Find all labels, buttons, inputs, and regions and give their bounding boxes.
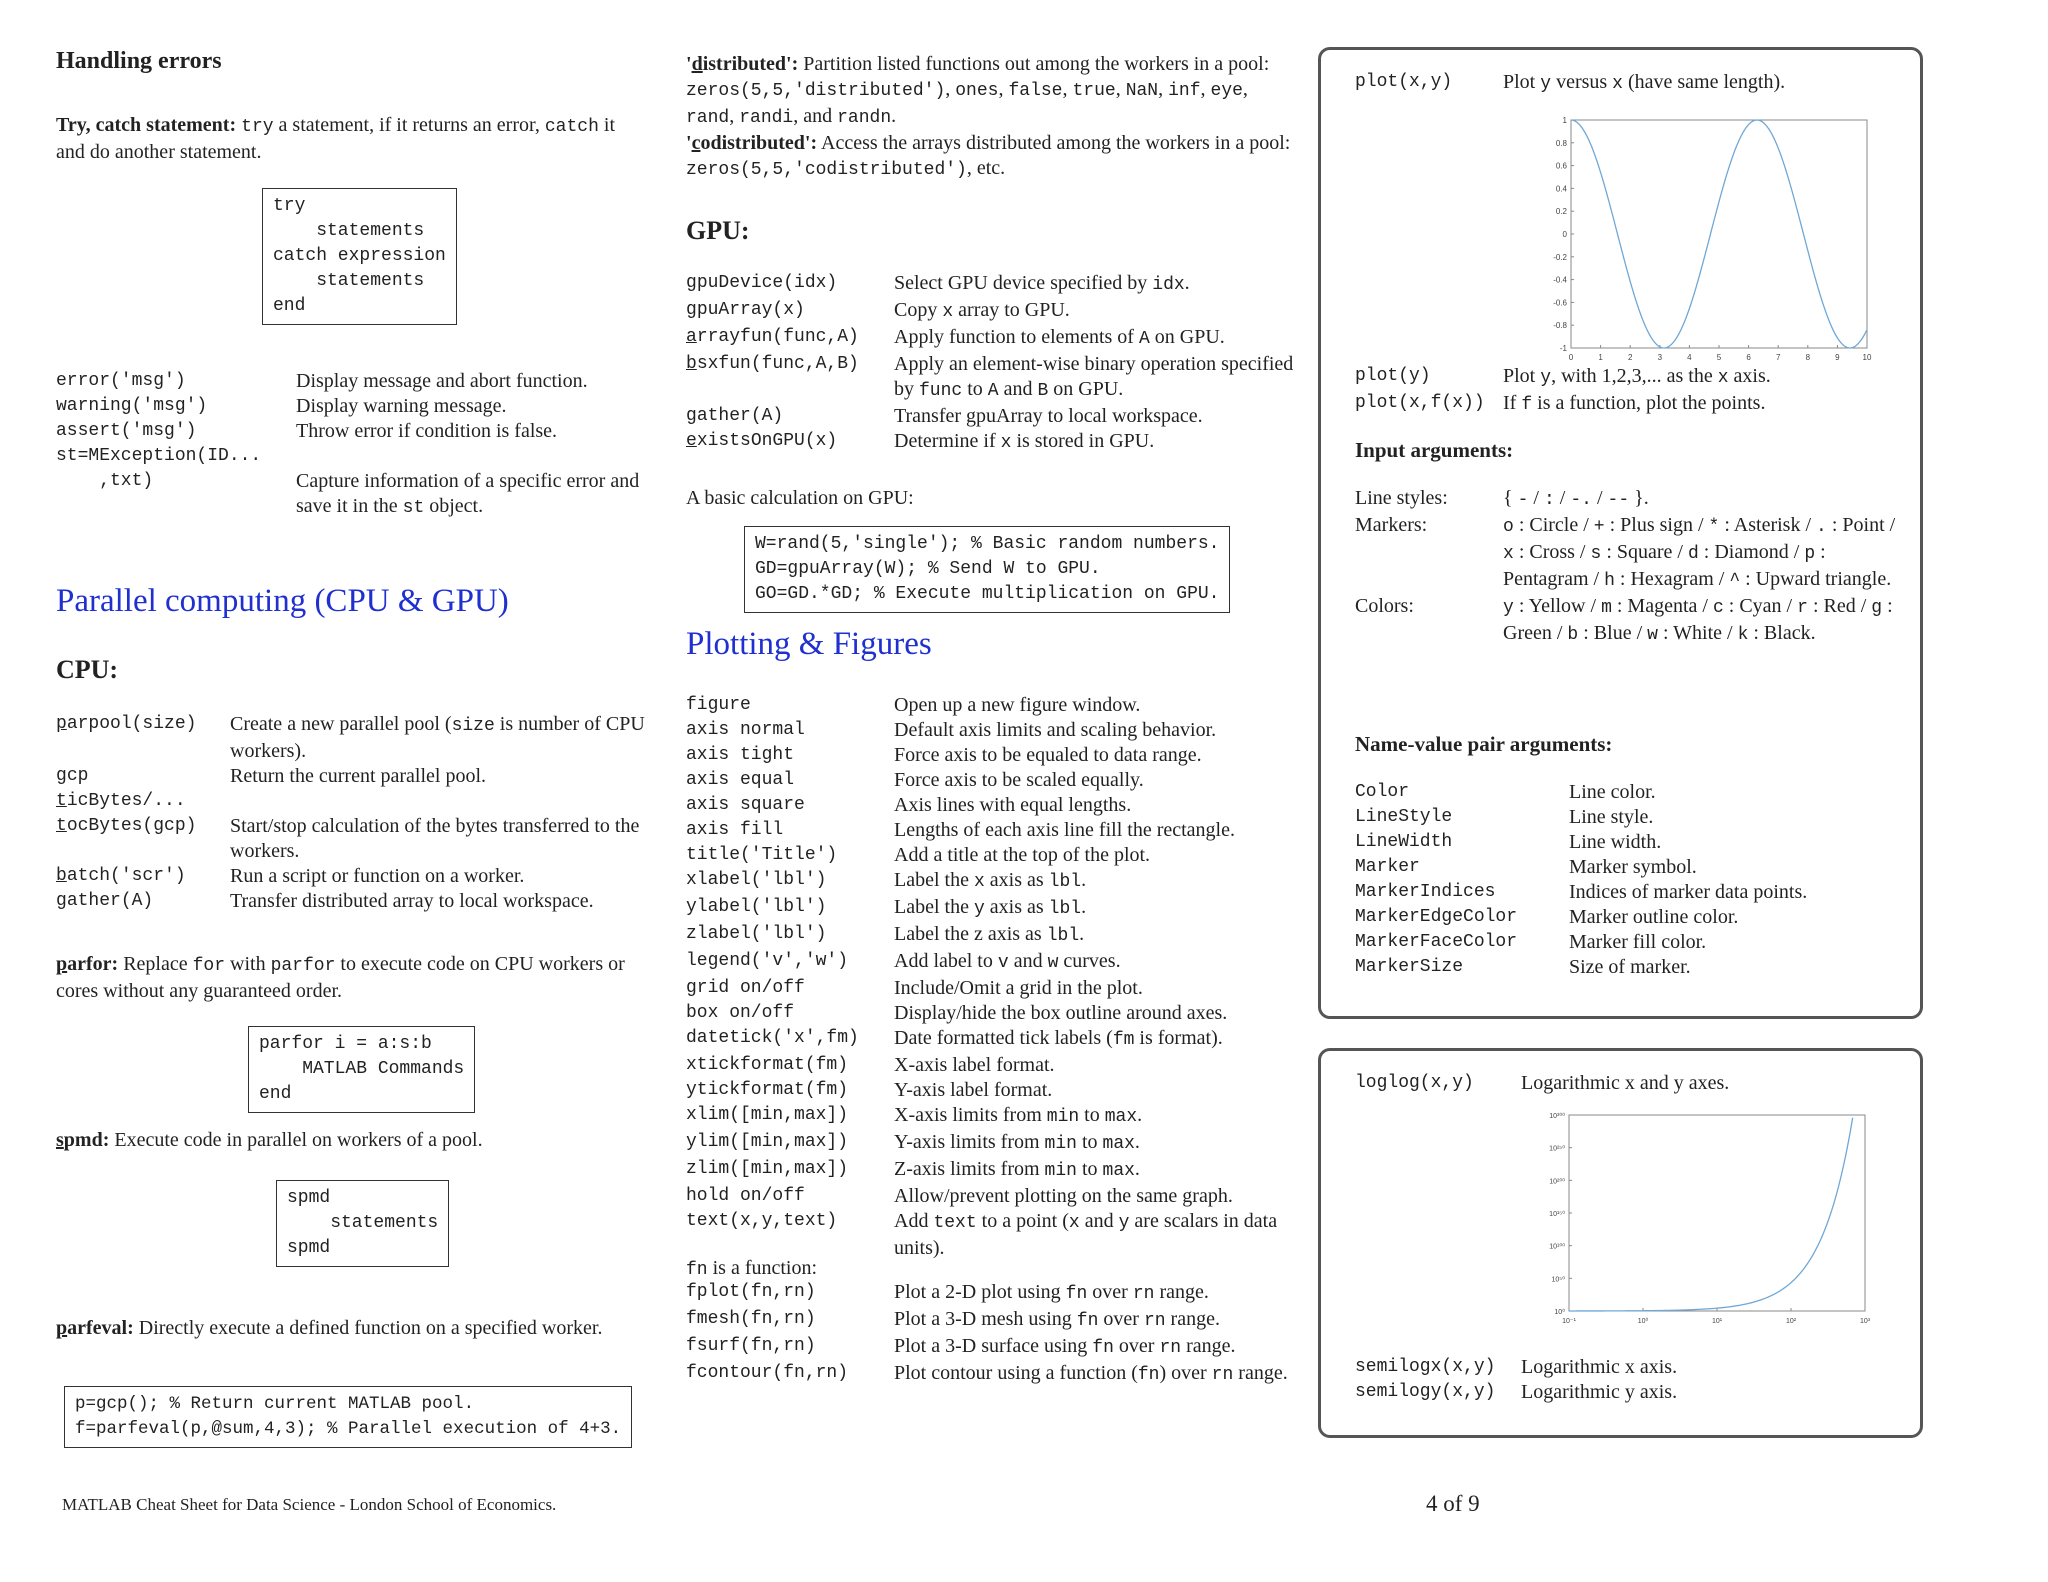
row-value: Add text to a point (x and y are scalars in data units).	[894, 1210, 1278, 1259]
row-value: Force axis to be scaled equally.	[894, 769, 1144, 791]
y-tick-label: -0.6	[1553, 298, 1567, 308]
row-value: Y-axis limits from min to max.	[894, 1131, 1140, 1154]
x-tick-label: 10⁰	[1637, 1318, 1649, 1325]
x-tick-label: 1	[1598, 353, 1603, 362]
table-row	[686, 1184, 1316, 1209]
table-row	[686, 922, 1316, 949]
spmd-code: spmd statements spmd	[276, 1180, 449, 1267]
table-row	[56, 469, 656, 521]
fn-table	[686, 1280, 1316, 1388]
table-row	[1355, 486, 1903, 513]
x-tick-label: 6	[1746, 353, 1751, 362]
row-value: Plot a 3-D surface using fn over rn range.	[894, 1335, 1236, 1358]
table-row	[56, 394, 656, 419]
x-tick-label: 9	[1835, 353, 1840, 362]
table-row	[686, 298, 1316, 325]
row-value: Plot contour using a function (fn) over rn range.	[894, 1362, 1288, 1385]
y-tick-label: 10¹⁰⁰	[1549, 1243, 1565, 1251]
table-row	[686, 895, 1316, 922]
cpu-table	[56, 712, 676, 914]
table-row	[686, 1026, 1316, 1053]
row-key: plot(y)	[1355, 366, 1431, 386]
row-key: xtickformat(fm)	[686, 1055, 849, 1075]
y-tick-label: 10²⁰⁰	[1549, 1178, 1565, 1186]
footer-title: MATLAB Cheat Sheet for Data Science - London School of Economics.	[62, 1495, 557, 1514]
y-tick-label: 1	[1562, 116, 1567, 125]
y-tick-label: 10²⁵⁰	[1549, 1145, 1565, 1153]
row-value: Z-axis limits from min to max.	[894, 1158, 1140, 1181]
y-tick-label: 0.6	[1555, 161, 1567, 171]
heading-input-args: Input arguments:	[1355, 438, 1514, 462]
y-tick-label: 10¹⁵⁰	[1549, 1211, 1565, 1218]
row-key: MarkerIndices	[1355, 882, 1496, 902]
row-key: ,txt)	[56, 471, 154, 491]
row-key: ylabel('lbl')	[686, 897, 827, 917]
table-row	[1355, 955, 1915, 980]
table-row	[686, 693, 1316, 718]
row-value: Logarithmic x axis.	[1521, 1356, 1678, 1378]
table-row	[686, 1053, 1316, 1078]
table-row	[56, 889, 676, 914]
table-row	[686, 271, 1316, 298]
row-key: Color	[1355, 782, 1410, 802]
y-tick-label: 0.2	[1555, 207, 1567, 217]
table-row	[686, 404, 1316, 429]
y-tick-label: -1	[1559, 344, 1567, 353]
row-value: Default axis limits and scaling behavior.	[894, 719, 1217, 741]
y-tick-label: 10⁵⁰	[1551, 1276, 1565, 1284]
row-key: axis tight	[686, 745, 795, 765]
table-row	[1355, 513, 1903, 594]
row-key: ytickformat(fm)	[686, 1080, 849, 1100]
page-number: 4 of 9	[1426, 1491, 1480, 1516]
heading-plotting: Plotting & Figures	[686, 626, 932, 662]
row-key: xlim([min,max])	[686, 1105, 849, 1125]
table-row	[56, 814, 676, 864]
row-value: Label the z axis as lbl.	[894, 923, 1085, 946]
row-value: Include/Omit a grid in the plot.	[894, 977, 1143, 999]
row-value: Allow/prevent plotting on the same graph.	[894, 1185, 1233, 1207]
y-tick-label: -0.4	[1553, 275, 1567, 285]
row-key: existsOnGPU(x)	[686, 431, 838, 451]
table-row	[686, 768, 1316, 793]
row-value: Plot y versus x (have same length).	[1503, 71, 1786, 94]
row-value: Logarithmic y axis.	[1521, 1381, 1678, 1403]
table-row	[686, 949, 1316, 976]
y-tick-label: 0.8	[1555, 138, 1567, 148]
row-value	[296, 444, 656, 469]
row-key: fplot(fn,rn)	[686, 1282, 816, 1302]
row-key: parpool(size)	[56, 714, 197, 734]
heading-name-value: Name-value pair arguments:	[1355, 732, 1613, 756]
row-key: fsurf(fn,rn)	[686, 1336, 816, 1356]
row-value: Line color.	[1569, 781, 1656, 803]
row-key: gather(A)	[56, 891, 154, 911]
heading-gpu: GPU:	[686, 216, 750, 245]
row-value: Axis lines with equal lengths.	[894, 794, 1132, 816]
row-value: Marker symbol.	[1569, 856, 1697, 878]
log-panel	[1318, 1048, 1923, 1438]
x-tick-label: 2	[1627, 353, 1633, 362]
row-key: zlim([min,max])	[686, 1159, 849, 1179]
table-row	[56, 369, 656, 394]
table-row	[1355, 905, 1915, 930]
row-key: axis square	[686, 795, 805, 815]
table-row	[56, 712, 676, 764]
heading-cpu: CPU:	[56, 655, 119, 684]
table-row	[686, 1334, 1316, 1361]
table-row	[686, 793, 1316, 818]
gpu-table	[686, 271, 1316, 456]
row-key: plot(x,y)	[1355, 72, 1453, 92]
row-key: LineWidth	[1355, 832, 1453, 852]
parfeval-desc: parfeval: Directly execute a defined function on a specified worker.	[56, 1317, 603, 1339]
row-value: { - / : / -. / -- }.	[1503, 487, 1649, 510]
parfeval-code: p=gcp(); % Return current MATLAB pool. f=parfeval(p,@sum,4,3); % Parallel execution of 4+3.	[64, 1386, 632, 1448]
heading-parallel: Parallel computing (CPU & GPU)	[56, 583, 509, 619]
table-row	[686, 1307, 1316, 1334]
table-row	[686, 1130, 1316, 1157]
table-row	[1355, 1355, 1915, 1380]
row-key: Colors:	[1355, 595, 1414, 617]
row-key: text(x,y,text)	[686, 1211, 838, 1231]
table-row	[1355, 391, 1915, 418]
row-key: arrayfun(func,A)	[686, 327, 859, 347]
plot-area	[1571, 120, 1867, 348]
row-key: Markers:	[1355, 514, 1428, 536]
parfor-code: parfor i = a:s:b MATLAB Commands end	[248, 1026, 475, 1113]
row-value: Indices of marker data points.	[1569, 881, 1808, 903]
y-tick-label: 0	[1562, 230, 1567, 239]
loglog-row	[1355, 1071, 1915, 1096]
gpu-code: W=rand(5,'single'); % Basic random numbers. GD=gpuArray(W); % Send W to GPU. GO=GD.*GD; % Execute multiplication on GPU.	[744, 526, 1230, 613]
table-row	[1355, 880, 1915, 905]
table-row	[686, 1209, 1316, 1261]
row-key: zlabel('lbl')	[686, 924, 827, 944]
table-row	[56, 419, 656, 444]
row-key: fmesh(fn,rn)	[686, 1309, 816, 1329]
row-value: Select GPU device specified by idx.	[894, 272, 1190, 295]
table-row	[686, 818, 1316, 843]
row-value: Force axis to be equaled to data range.	[894, 744, 1202, 766]
row-key: warning('msg')	[56, 396, 208, 416]
row-value: y : Yellow / m : Magenta / c : Cyan / r : Red / g : Green / b : Blue / w : White / k : Black.	[1503, 595, 1893, 645]
table-row	[686, 352, 1316, 404]
row-key: Marker	[1355, 857, 1420, 877]
row-key: LineStyle	[1355, 807, 1453, 827]
x-tick-label: 10⁻¹	[1562, 1318, 1576, 1325]
x-tick-label: 5	[1716, 353, 1722, 362]
row-value: If f is a function, plot the points.	[1503, 392, 1766, 415]
y-tick-label: 0.4	[1555, 184, 1567, 194]
table-row	[686, 1280, 1316, 1307]
table-row	[56, 789, 676, 814]
row-key: Line styles:	[1355, 487, 1448, 509]
table-row	[686, 868, 1316, 895]
row-value: Date formatted tick labels (fm is format).	[894, 1027, 1223, 1050]
row-value: X-axis limits from min to max.	[894, 1104, 1143, 1127]
table-row	[1355, 1071, 1915, 1096]
row-value: Capture information of a specific error and save it in the st object.	[296, 470, 640, 518]
row-value: Throw error if condition is false.	[296, 420, 558, 442]
row-key: xlabel('lbl')	[686, 870, 827, 890]
parfor-desc: parfor: Replace for with parfor to execute code on CPU workers or cores without any guaranteed order.	[56, 953, 625, 1002]
try-catch-code: try statements catch expression statements end	[262, 188, 457, 325]
row-value: Plot a 3-D mesh using fn over rn range.	[894, 1308, 1220, 1331]
x-tick-label: 4	[1687, 353, 1692, 362]
row-value: Add a title at the top of the plot.	[894, 844, 1151, 866]
table-row	[686, 843, 1316, 868]
basic-calc-label: A basic calculation on GPU:	[686, 487, 914, 509]
plot-table	[686, 693, 1316, 1261]
row-key: axis fill	[686, 820, 784, 840]
x-tick-label: 10	[1862, 353, 1872, 362]
row-key: ticBytes/...	[56, 791, 186, 811]
row-key: hold on/off	[686, 1186, 805, 1206]
table-row	[1355, 855, 1915, 880]
row-value: Marker outline color.	[1569, 906, 1739, 928]
row-value: X-axis label format.	[894, 1054, 1055, 1076]
row-key: box on/off	[686, 1003, 795, 1023]
row-value: Y-axis label format.	[894, 1079, 1053, 1101]
row-value: Transfer distributed array to local workspace.	[230, 890, 594, 912]
row-value: Create a new parallel pool (size is number of CPU workers).	[230, 713, 645, 762]
semilog-rows	[1355, 1355, 1915, 1405]
table-row	[686, 1103, 1316, 1130]
row-key: datetick('x',fm)	[686, 1028, 859, 1048]
x-tick-label: 8	[1805, 353, 1811, 362]
row-value	[230, 789, 676, 814]
row-value: Apply an element-wise binary operation specified by func to A and B on GPU.	[894, 353, 1294, 401]
table-row	[1355, 364, 1915, 391]
x-tick-label: 0	[1568, 353, 1574, 362]
row-value: Return the current parallel pool.	[230, 765, 487, 787]
try-catch-lead: Try, catch statement:	[56, 114, 237, 136]
table-row	[1355, 70, 1915, 97]
y-tick-label: -0.2	[1553, 252, 1567, 262]
row-key: gpuDevice(idx)	[686, 273, 838, 293]
row-key: plot(x,f(x))	[1355, 393, 1485, 413]
row-value: Add label to v and w curves.	[894, 950, 1121, 973]
row-value: Label the y axis as lbl.	[894, 896, 1087, 919]
plot-row	[1355, 70, 1915, 97]
row-key: semilogy(x,y)	[1355, 1382, 1496, 1402]
row-value: Start/stop calculation of the bytes transferred to the workers.	[230, 815, 640, 862]
table-row	[686, 1001, 1316, 1026]
row-value: Plot a 2-D plot using fn over rn range.	[894, 1281, 1209, 1304]
row-value: Display warning message.	[296, 395, 507, 417]
table-row	[686, 743, 1316, 768]
row-key: MarkerFaceColor	[1355, 932, 1518, 952]
x-tick-label: 10³	[1859, 1318, 1871, 1325]
row-key: gpuArray(x)	[686, 300, 805, 320]
row-value: Copy x array to GPU.	[894, 299, 1070, 322]
x-tick-label: 7	[1775, 353, 1781, 362]
row-value: Display message and abort function.	[296, 370, 588, 392]
table-row	[56, 864, 676, 889]
table-row	[686, 718, 1316, 743]
table-row	[1355, 830, 1915, 855]
row-value: Display/hide the box outline around axes.	[894, 1002, 1228, 1024]
plot-rows2	[1355, 364, 1915, 418]
table-row	[1355, 805, 1915, 830]
table-row	[686, 976, 1316, 1001]
table-row	[56, 444, 656, 469]
row-key: bsxfun(func,A,B)	[686, 354, 859, 374]
row-value: Line style.	[1569, 806, 1654, 828]
row-value: Open up a new figure window.	[894, 694, 1141, 716]
plot-area	[1569, 1115, 1865, 1311]
loglog-chart	[1531, 1109, 1883, 1339]
row-value: Logarithmic x and y axes.	[1521, 1072, 1730, 1094]
row-value: Label the x axis as lbl.	[894, 869, 1087, 892]
row-key: axis normal	[686, 720, 805, 740]
table-row	[686, 429, 1316, 456]
row-value: Lengths of each axis line fill the rectangle.	[894, 819, 1235, 841]
x-tick-label: 3	[1657, 353, 1663, 362]
table-row	[1355, 594, 1903, 648]
table-row	[1355, 780, 1915, 805]
row-value: Run a script or function on a worker.	[230, 865, 525, 887]
y-tick-label: 10³⁰⁰	[1549, 1113, 1565, 1120]
row-key: semilogx(x,y)	[1355, 1357, 1496, 1377]
error-table	[56, 369, 656, 521]
fn-intro: fn is a function:	[686, 1257, 818, 1280]
row-key: error('msg')	[56, 371, 186, 391]
row-value: Determine if x is stored in GPU.	[894, 430, 1155, 453]
row-value: o : Circle / + : Plus sign / * : Asterisk / . : Point / x : Cross / s : Square / d : Diamond / p : Pentagram / h : Hexagram / ^ : Upward triangle.	[1503, 514, 1896, 591]
try-catch-text: try a statement, if it returns an error, catch it and do another statement.	[56, 114, 616, 163]
table-row	[686, 1078, 1316, 1103]
table-row	[56, 764, 676, 789]
row-key: legend('v','w')	[686, 951, 849, 971]
y-tick-label: 10⁰	[1554, 1309, 1565, 1316]
table-row	[1355, 1380, 1915, 1405]
row-key: gcp	[56, 766, 89, 786]
table-row	[686, 1361, 1316, 1388]
name-value-table	[1355, 780, 1915, 980]
y-tick-label: -0.8	[1553, 321, 1567, 331]
row-key: gather(A)	[686, 406, 784, 426]
row-value: Plot y, with 1,2,3,... as the x axis.	[1503, 365, 1771, 388]
spmd-desc: spmd: Execute code in parallel on workers of a pool.	[56, 1129, 483, 1151]
row-key: axis equal	[686, 770, 795, 790]
row-value: Marker fill color.	[1569, 931, 1707, 953]
row-key: figure	[686, 695, 751, 715]
try-catch-desc	[56, 113, 636, 165]
x-tick-label: 10¹	[1711, 1318, 1723, 1325]
table-row	[686, 325, 1316, 352]
row-value: Apply function to elements of A on GPU.	[894, 326, 1225, 349]
row-key: loglog(x,y)	[1355, 1073, 1474, 1093]
row-value: Size of marker.	[1569, 956, 1691, 978]
row-value: Line width.	[1569, 831, 1662, 853]
plot-panel	[1318, 47, 1923, 1019]
distributed-desc: 'distributed': Partition listed functions out among the workers in a pool: zeros(5,5,'distributed'), ones, false, true, NaN, inf, eye, rand, randi, and randn. 'codistributed': Access the arrays distributed among the workers in a pool: zeros(5,5,'codistributed'), etc.	[686, 53, 1291, 180]
row-key: ylim([min,max])	[686, 1132, 849, 1152]
row-key: grid on/off	[686, 978, 805, 998]
row-key: MarkerEdgeColor	[1355, 907, 1518, 927]
row-key: MarkerSize	[1355, 957, 1464, 977]
row-value: Transfer gpuArray to local workspace.	[894, 405, 1203, 427]
table-row	[686, 1157, 1316, 1184]
row-key: tocBytes(gcp)	[56, 816, 197, 836]
row-key: title('Title')	[686, 845, 838, 865]
heading-handling-errors: Handling errors	[56, 48, 222, 74]
row-key: batch('scr')	[56, 866, 186, 886]
table-row	[1355, 930, 1915, 955]
x-tick-label: 10²	[1785, 1318, 1797, 1325]
input-args-table	[1355, 486, 1903, 648]
row-key: st=MException(ID...	[56, 446, 262, 466]
row-key: fcontour(fn,rn)	[686, 1363, 849, 1383]
row-key: assert('msg')	[56, 421, 197, 441]
